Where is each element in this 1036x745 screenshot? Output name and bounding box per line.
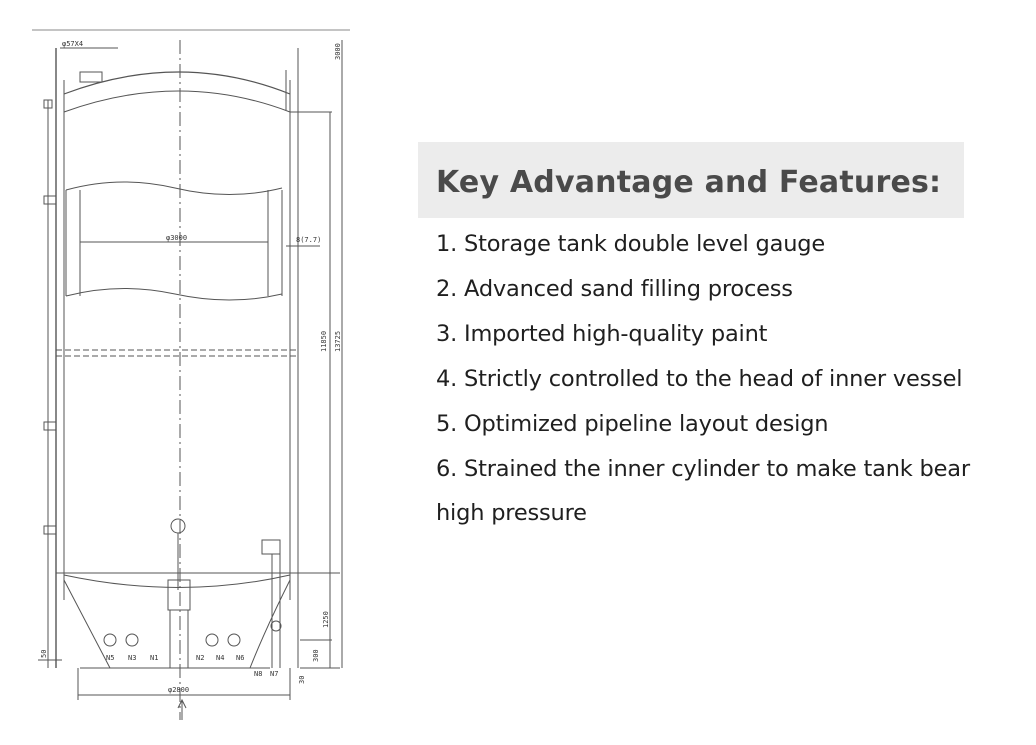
features-list xyxy=(436,222,996,535)
nozzle-label: N7 xyxy=(270,670,279,678)
feature-item: 2. Advanced sand filling process xyxy=(436,276,793,302)
dim-lower-height: 1250 xyxy=(322,611,330,628)
dim-nozzle-top: φ57X4 xyxy=(62,40,84,48)
nozzle-label: N3 xyxy=(128,654,137,662)
nozzle-label: N1 xyxy=(150,654,159,662)
features-title: Key Advantage and Features: xyxy=(436,165,942,200)
nozzle-label: N5 xyxy=(106,654,115,662)
feature-item: 5. Optimized pipeline layout design xyxy=(436,411,829,437)
features-header xyxy=(418,142,964,218)
dim-top-height: 3000 xyxy=(334,43,342,60)
dim-base-diameter: φ2800 xyxy=(168,686,190,694)
dim-shell-diameter: φ3000 xyxy=(166,234,188,242)
dim-wall-thickness: 8(7.7) xyxy=(296,236,322,244)
nozzle-label: N2 xyxy=(196,654,205,662)
feature-item: 4. Strictly controlled to the head of inner vessel xyxy=(436,366,963,392)
feature-item: 1. Storage tank double level gauge xyxy=(436,231,826,257)
dim-base-offset: 50 xyxy=(40,649,48,658)
nozzle-label: N8 xyxy=(254,670,263,678)
nozzle-label: N4 xyxy=(216,654,225,662)
nozzle-label: N6 xyxy=(236,654,245,662)
dim-total-height-b: 13725 xyxy=(334,330,342,352)
tank-engineering-drawing xyxy=(0,0,370,745)
feature-item: 3. Imported high-quality paint xyxy=(436,321,768,347)
feature-item: 6. Strained the inner cylinder to make tank bear high pressure xyxy=(436,456,970,526)
dim-skirt-height: 300 xyxy=(312,649,320,662)
dim-total-height-a: 11850 xyxy=(320,330,328,352)
dim-foot-offset: 30 xyxy=(298,675,306,684)
